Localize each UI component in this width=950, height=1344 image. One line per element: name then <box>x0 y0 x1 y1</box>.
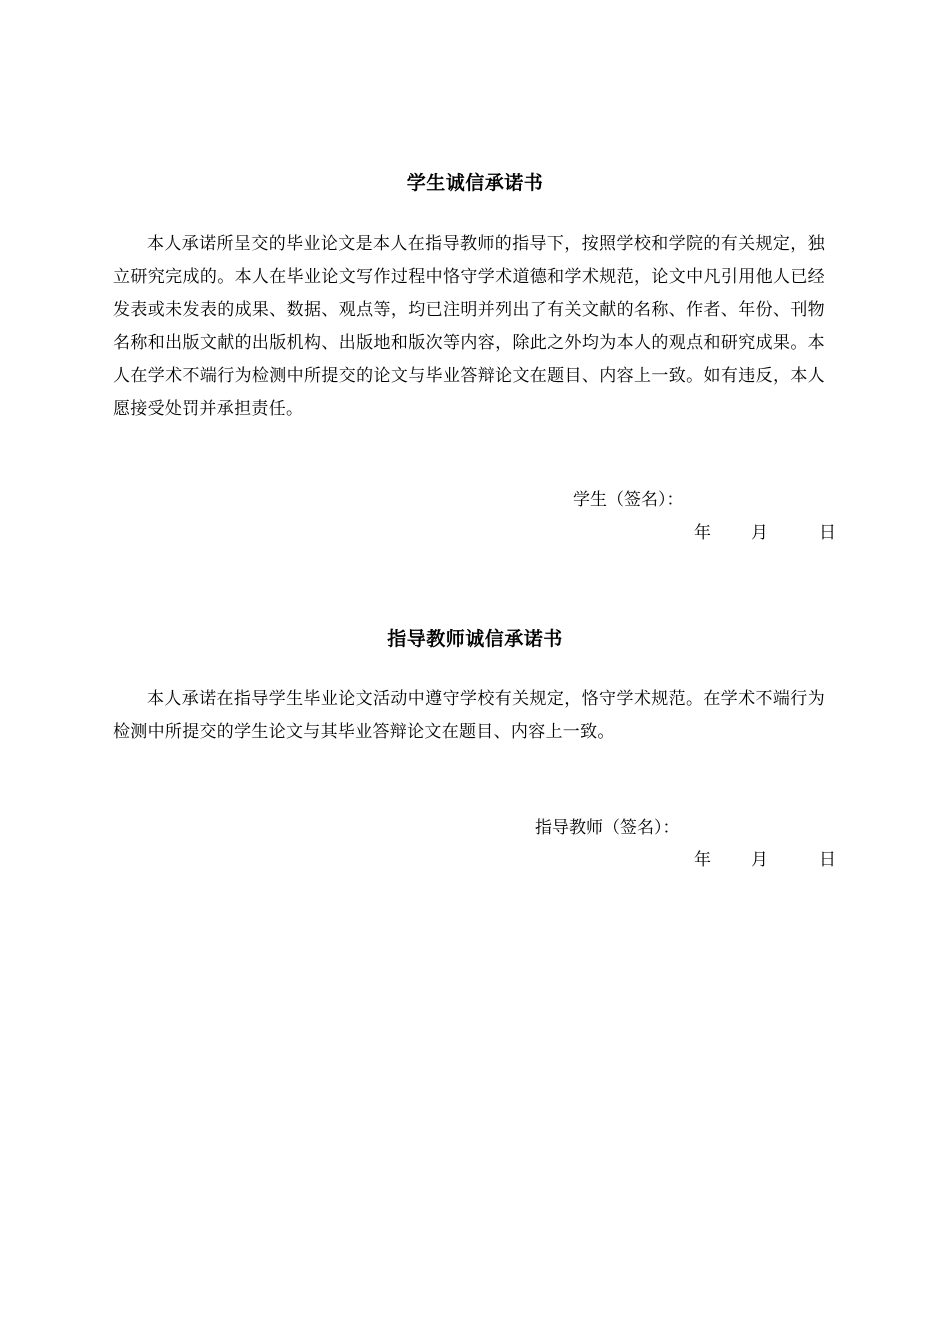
advisor-signature-label: 指导教师（签名）： <box>535 818 680 838</box>
student-signature-label: 学生（签名）： <box>573 490 684 510</box>
student-pledge-title: 学生诚信承诺书 <box>406 172 544 194</box>
advisor-pledge-title: 指导教师诚信承诺书 <box>387 628 563 650</box>
student-date-year: 年 <box>694 523 711 543</box>
student-date-line <box>0 521 950 545</box>
student-date-day: 日 <box>819 523 836 543</box>
student-date-month: 月 <box>751 523 768 543</box>
advisor-date-year: 年 <box>694 850 711 870</box>
advisor-pledge-body: 本人承诺在指导学生毕业论文活动中遵守学校有关规定，恪守学术规范。在学术不端行为检测中所提交的学生论文与其毕业答辩论文在题目、内容上一致。 <box>113 689 825 742</box>
advisor-date-line <box>0 848 950 872</box>
student-pledge-body: 本人承诺所呈交的毕业论文是本人在指导教师的指导下，按照学校和学院的有关规定，独立研究完成的。本人在毕业论文写作过程中恪守学术道德和学术规范，论文中凡引用他人已经发表或未发表的成果、数据、观点等，均已注明并列出了有关文献的名称、作者、年份、刊物名称和出版文献的出版机构、出版地和版次等内容，除此之外均为本人的观点和研究成果。本人在学术不端行为检测中所提交的论文与毕业答辩论文在题目、内容上一致。如有违反，本人愿接受处罚并承担责任。 <box>113 234 825 419</box>
advisor-date-day: 日 <box>819 850 836 870</box>
advisor-date-month: 月 <box>751 850 768 870</box>
